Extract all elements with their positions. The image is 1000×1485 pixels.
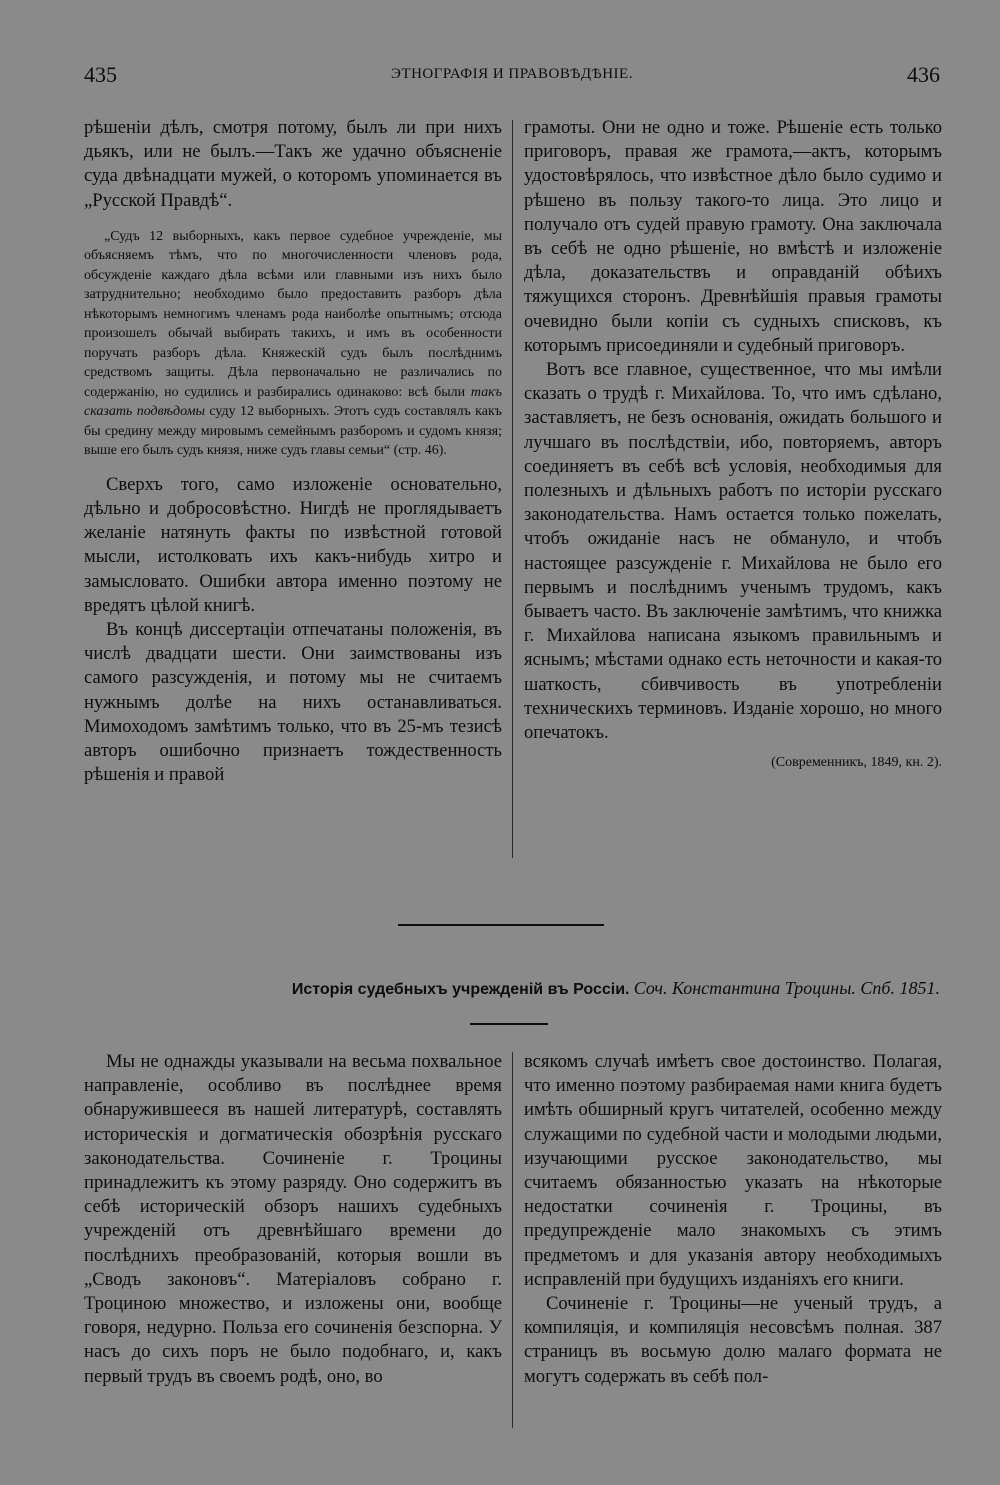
left-column-top	[84, 116, 502, 787]
section-divider	[398, 924, 604, 926]
source-citation: (Современникъ, 1849, кн. 2).	[771, 755, 942, 771]
running-title: ЭТНОГРАФІЯ И ПРАВОВѢДѢНІЕ.	[391, 66, 633, 82]
paragraph: всякомъ случаѣ имѣетъ свое достоинство. Полагая, что именно поэтому разбираемая нами книга будетъ имѣть обширный кругъ читателей, особенно между служащими по судебной части и молодыми людьми, изучающими русское законодательство, мы считаемъ обязанностью указать на нѣкоторые недостатки сочиненія г. Троцины, въ предупрежденіе мало знакомыхъ съ этимъ предметомъ и для указанія автору необходимыхъ исправленій при будущихъ изданіяхъ его книги.	[524, 1051, 942, 1290]
paragraph: Мы не однажды указывали на весьма похвальное направленіе, особливо въ послѣднее время обнаружившееся въ нашей литературѣ, составлять историческія и догматическія обозрѣнія русскаго законодательства. Сочиненіе г. Троцины принадлежитъ къ этому разряду. Оно содержитъ въ себѣ историческій обзоръ нашихъ судебныхъ учрежденій отъ древнѣйшаго времени до послѣднихъ преобразованій, которыя вошли въ „Сводъ законовъ“. Матеріаловъ собрано г. Троциною множество, и изложены они, вообще говоря, недурно. Польза его сочиненія безспорна. У насъ до сихъ поръ не было подобнаго, и, какъ первый трудъ въ своемъ родѣ, оно, во	[84, 1051, 502, 1387]
page-number-left: 435	[84, 62, 117, 87]
article-title-italic: Соч. Константина Троцины. Спб. 1851.	[633, 978, 940, 998]
paragraph: Сочиненіе г. Троцины—не ученый трудъ, а компиляція, и компиляція несовсѣмъ полная. 387 страницъ въ восьмую долю малаго формата не могутъ содержать въ себѣ пол-	[524, 1293, 942, 1387]
page-number-right: 436	[907, 62, 940, 87]
right-column-bottom	[524, 1050, 942, 1389]
block-quote: „Судъ 12 выборныхъ, какъ первое судебное учрежденіе, мы объясняемъ тѣмъ, что по многочисленности членовъ рода, обсужденіе каждаго дѣла всѣми или главными изъ нихъ было затруднительно; необходимо было предоставить разборъ дѣла нѣкоторымъ немногимъ членамъ рода наиболѣе опытнымъ; отсюда произошелъ обычай выбирать такихъ, и имъ въ особенности поручать разборъ дѣла. Княжескій судъ былъ послѣднимъ средствомъ защиты. Дѣла первоначально не различались по содержанію, но судились и разбирались одинаково: всѣ были такъ сказать подвѣдомы суду 12 выборныхъ. Этотъ судъ составлялъ какъ бы средину между мировымъ семейнымъ разборомъ и судомъ князя; выше его былъ судъ князя, ниже судъ главы семьи“ (стр. 46).	[84, 228, 502, 459]
article-title-bold: Исторія судебныхъ учрежденій въ Россіи.	[291, 981, 630, 998]
article-title	[84, 978, 940, 999]
title-underline	[470, 1023, 548, 1025]
right-column-top	[524, 116, 942, 775]
column-divider	[512, 1052, 513, 1428]
italic-phrase: такъ сказать подвѣдомы	[84, 384, 502, 420]
paragraph: грамоты. Они не одно и тоже. Рѣшеніе есть только приговоръ, правая же грамота,—актъ, которымъ удостовѣрялось, что извѣстное дѣло было судимо и рѣшено въ пользу такого-то лица. Это лицо и получало отъ судей правую грамоту. Она заключала въ себѣ не одно рѣшеніе, но вмѣстѣ и изложеніе дѣла, доказательствъ и оправданій обѣихъ тяжущихся сторонъ. Древнѣйшія правыя грамоты очевидно были копіи съ судныхъ списковъ, къ которымъ присоединяли и судебный приговоръ.	[524, 117, 942, 356]
paragraph: Вотъ все главное, существенное, что мы имѣли сказать о трудѣ г. Михайлова. То, что имъ сдѣлано, заставляетъ, не безъ основанія, ожидать большого и лучшаго въ послѣдствіи, ибо, повторяемъ, авторъ соединяетъ въ себѣ всѣ условія, необходимыя для полезныхъ и дѣльныхъ работъ по исторіи русскаго законодательства. Намъ остается только пожелать, чтобъ ожиданіе насъ не обмануло, и чтобъ настоящее разсужденіе г. Михайлова не было его первымъ и послѣднимъ ученымъ трудомъ, какъ бываетъ часто. Въ заключеніе замѣтимъ, что книжка г. Михайлова написана языкомъ правильнымъ и яснымъ; мѣстами однако есть неточности и какая-то шаткость, сбивчивость въ употребленіи техническихъ терминовъ. Изданіе хорошо, но много опечатокъ.	[524, 359, 942, 744]
paragraph: рѣшеніи дѣлъ, смотря потому, былъ ли при нихъ дьякъ, или не былъ.—Такъ же удачно объясненіе суда двѣнадцати мужей, о которомъ упоминается въ „Русской Правдѣ“.	[84, 117, 502, 211]
paragraph: Сверхъ того, само изложеніе основательно, дѣльно и добросовѣстно. Нигдѣ не проглядываетъ желаніе натянуть факты по извѣстной готовой мысли, истолковать ихъ какъ-нибудь хитро и замысловато. Ошибки автора именно поэтому не вредятъ цѣлой книгѣ.	[84, 473, 502, 616]
left-column-bottom	[84, 1050, 502, 1389]
paragraph: Въ концѣ диссертаціи отпечатаны положенія, въ числѣ двадцати шести. Они заимствованы изъ самого разсужденія, и потому мы не считаемъ нужнымъ долѣе на нихъ останавливаться. Мимоходомъ замѣтимъ только, что въ 25-мъ тезисѣ авторъ ошибочно признаетъ тождественность рѣшенія и правой	[84, 619, 502, 786]
column-divider	[512, 120, 513, 858]
page-header	[84, 62, 940, 92]
